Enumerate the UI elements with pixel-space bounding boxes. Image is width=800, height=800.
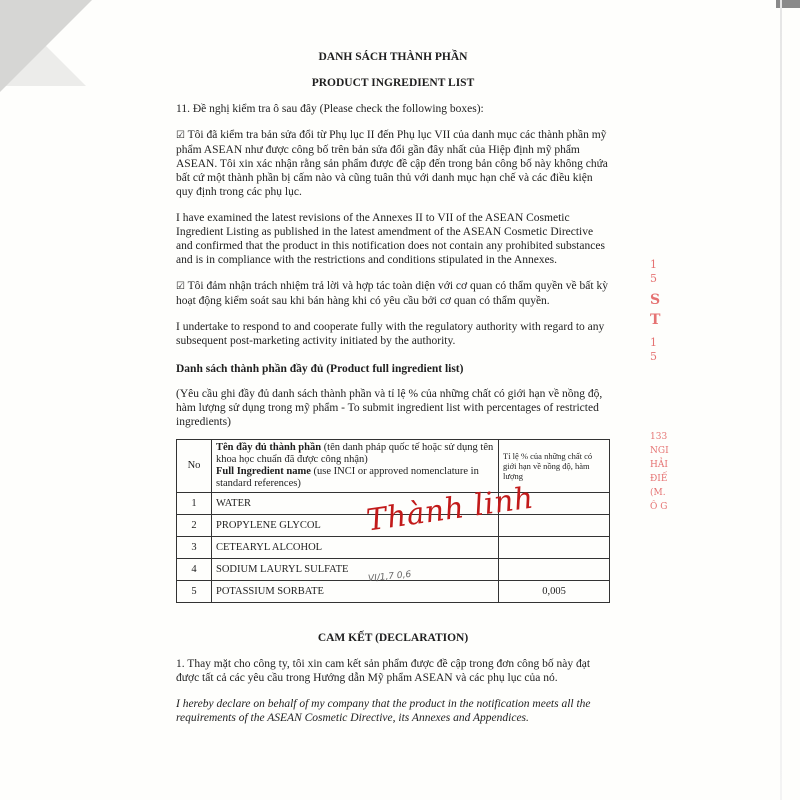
header-name-en: Full Ingredient name bbox=[216, 466, 311, 477]
header-name bbox=[212, 440, 499, 493]
paragraph-1-en: I have examined the latest revisions of the Annexes II to VII of the ASEAN Cosmetic Ingredient Listing as published in the latest amendment of the ASEAN Cosmetic Directive and confirmed that the product in this notification does not contain any prohibited substances and is in compliance with the restrictions and conditions stipulated in the Annexes. bbox=[176, 212, 605, 266]
header-no: No bbox=[177, 440, 212, 493]
row-no: 1 bbox=[177, 493, 212, 515]
row-percentage bbox=[499, 559, 610, 581]
declaration-vi: 1. Thay mặt cho công ty, tôi xin cam kết sản phẩm được đề cập trong đơn công bố này đạt được tất cả các yêu cầu trong Hướng dẫn Mỹ phẩm ASEAN và các phụ lục của nó. bbox=[176, 658, 591, 684]
row-ingredient: SODIUM LAURYL SULFATE bbox=[212, 559, 499, 581]
question-text: 11. Đề nghị kiểm tra ô sau đây (Please check the following boxes): bbox=[176, 103, 484, 115]
title-vi: DANH SÁCH THÀNH PHẦN bbox=[318, 51, 468, 63]
paragraph-2-vi bbox=[176, 279, 610, 308]
paragraph-1-vi bbox=[176, 128, 610, 199]
table-header-row bbox=[177, 440, 610, 493]
row-percentage bbox=[499, 537, 610, 559]
stamp-fragment: 133 NGI HẢI ĐIẾ (M. Ô G bbox=[650, 432, 669, 512]
header-percentage: Tỉ lệ % của những chất có giới hạn về nồng độ, hàm lượng bbox=[499, 440, 610, 493]
stamp-fragment: 1 5 bbox=[650, 336, 657, 363]
declaration-en: I hereby declare on behalf of my company that the product in the notification meets all the requirements of the ASEAN Cosmetic Directive, its Annexes and Appendices. bbox=[176, 698, 591, 724]
row-no: 4 bbox=[177, 559, 212, 581]
handwritten-note: VI/1,7 0,6 bbox=[367, 569, 412, 585]
title-en: PRODUCT INGREDIENT LIST bbox=[311, 77, 475, 89]
folded-corner-shadow bbox=[0, 0, 92, 92]
row-no: 2 bbox=[177, 515, 212, 537]
row-ingredient: CETEARYL ALCOHOL bbox=[212, 537, 499, 559]
row-no: 3 bbox=[177, 537, 212, 559]
table-row bbox=[177, 537, 610, 559]
stamp-fragment: 1 5 bbox=[650, 258, 657, 285]
document-body bbox=[176, 50, 610, 725]
header-name-vi-rest: (tên danh pháp quốc tế hoặc sử dụng tên khoa học chuẩn đã được công nhận) bbox=[216, 442, 494, 465]
paragraph-2-vi-text: Tôi đảm nhận trách nhiệm trả lời và hợp tác toàn diện với cơ quan có thẩm quyền về bất kỳ hoạt động kiểm soát sau khi bán hàng khi có yêu cầu bởi cơ quan có thẩm quyền. bbox=[176, 280, 608, 307]
stamp-fragment: S T bbox=[650, 292, 661, 328]
ingredient-list-note: (Yêu cầu ghi đầy đủ danh sách thành phần và tỉ lệ % của những chất có giới hạn về nồng độ, hàm lượng sử dụng trong mỹ phẩm - To submit ingredient list with percentages of restricted ingredients) bbox=[176, 388, 603, 428]
handwritten-watermark: Thành linh bbox=[364, 480, 536, 539]
row-ingredient: PROPYLENE GLYCOL bbox=[212, 515, 499, 537]
header-name-en-rest: (use INCI or approved nomenclature in standard references) bbox=[216, 466, 479, 489]
paragraph-1-vi-text: Tôi đã kiểm tra bản sửa đổi từ Phụ lục II đến Phụ lục VII của danh mục các thành phần mỹ phẩm ASEAN như được công bố trên bản sửa đổi gần đây nhất của Hiệp định mỹ phẩm ASEAN. Tôi xin xác nhận rằng sản phẩm được đề cập đến trong bản công bố này không chứa bất cứ một thành phần bị cấm nào và cũng tuân thủ với danh mục hạn chế và các điều kiện quy định trong các phụ lục. bbox=[176, 129, 608, 198]
checkbox-icon: ☑ bbox=[176, 281, 185, 292]
paragraph-2-en: I undertake to respond to and cooperate fully with the regulatory authority with regard to any subsequent post-marketing activity initiated by the authority. bbox=[176, 321, 605, 347]
header-name-vi: Tên đầy đủ thành phần bbox=[216, 442, 322, 453]
row-percentage: 0,005 bbox=[499, 581, 610, 603]
ingredient-list-heading: Danh sách thành phần đầy đủ (Product full ingredient list) bbox=[176, 363, 464, 375]
row-ingredient: POTASSIUM SORBATE bbox=[212, 581, 499, 603]
declaration-title: CAM KẾT (DECLARATION) bbox=[317, 632, 469, 644]
checkbox-icon: ☑ bbox=[176, 130, 185, 141]
row-ingredient: WATER bbox=[212, 493, 499, 515]
page-edge bbox=[780, 0, 782, 800]
row-no: 5 bbox=[177, 581, 212, 603]
table-row bbox=[177, 581, 610, 603]
